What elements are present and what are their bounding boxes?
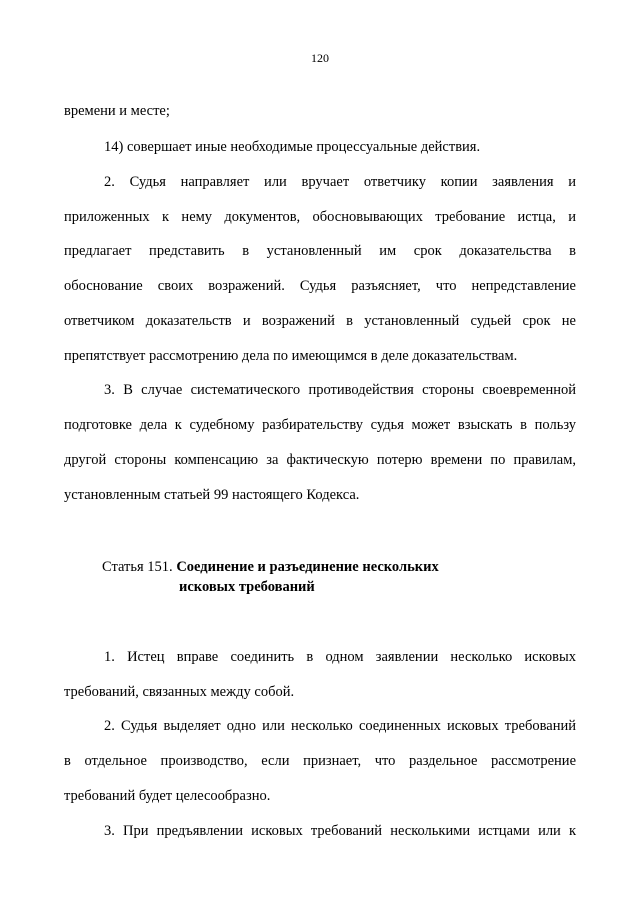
- text-line: требований будет целесообразно.: [64, 788, 271, 804]
- text-line: препятствует рассмотрению дела по имеющимся в деле доказательствам.: [64, 348, 518, 364]
- article-label: Статья 151.: [102, 559, 173, 575]
- text-line: ответчиком доказательств и возражений в установленный судьей срок не: [64, 313, 576, 329]
- text-line: 2. Судья выделяет одно или несколько соединенных исковых требований: [104, 718, 576, 734]
- article-heading-continued: [179, 577, 315, 597]
- article-title-line2: исковых требований: [179, 579, 315, 595]
- article-heading: [102, 557, 439, 577]
- text-line: предлагает представить в установленный им срок доказательства в: [64, 243, 576, 259]
- text-line: приложенных к нему документов, обосновывающих требование истца, и: [64, 209, 576, 225]
- text-line: требований, связанных между собой.: [64, 684, 295, 700]
- text-line: другой стороны компенсацию за фактическую потерю времени по правилам,: [64, 452, 576, 468]
- article-title: Соединение и разъединение нескольких: [176, 559, 439, 575]
- text-line: подготовке дела к судебному разбирательству судья может взыскать в пользу: [64, 417, 576, 433]
- text-line: 14) совершает иные необходимые процессуальные действия.: [104, 139, 481, 155]
- text-line: 3. В случае систематического противодействия стороны своевременной: [104, 382, 576, 398]
- text-line: 3. При предъявлении исковых требований несколькими истцами или к: [104, 823, 576, 839]
- text-line: обоснование своих возражений. Судья разъясняет, что непредставление: [64, 278, 576, 294]
- page-number: 120: [311, 51, 329, 65]
- text-line: 2. Судья направляет или вручает ответчику копии заявления и: [104, 174, 576, 190]
- text-line: времени и месте;: [64, 103, 170, 119]
- text-line: установленным статьей 99 настоящего Кодекса.: [64, 487, 360, 503]
- text-line: в отдельное производство, если признает, что раздельное рассмотрение: [64, 753, 576, 769]
- text-line: 1. Истец вправе соединить в одном заявлении несколько исковых: [104, 649, 576, 665]
